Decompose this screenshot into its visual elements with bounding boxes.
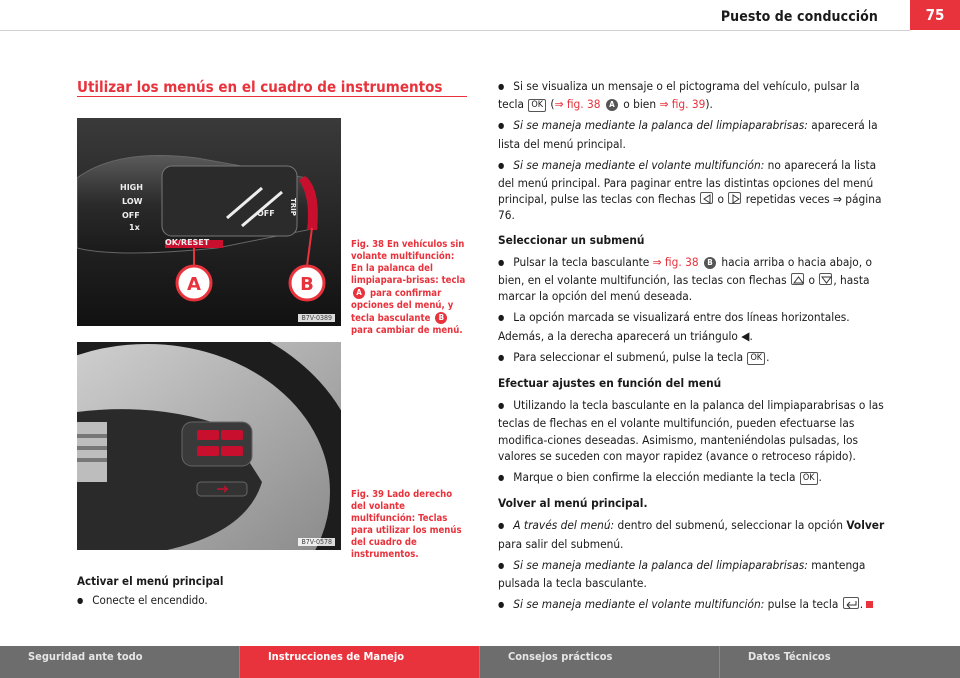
figure-link[interactable]: ⇒ fig. 38 [554, 97, 601, 112]
paragraph-6: ● Para seleccionar el submenú, pulse la tecla OK . [498, 349, 886, 367]
figure-38-wiper-lever [77, 118, 341, 326]
figure-code: B7V-0389 [298, 314, 335, 322]
paragraph-2: ● Si se maneja mediante la palanca del limpiaparabrisas: aparecerá la lista del menú principal. [498, 117, 886, 151]
end-of-section-icon [866, 601, 873, 608]
paragraph-11: ● Si se maneja mediante el volante multifunción: pulse la tecla . [498, 596, 886, 614]
paragraph-8: ● Marque o bien confirme la elección mediante la tecla OK . [498, 469, 886, 487]
figure-code: B7V-0578 [298, 538, 335, 546]
label-off: OFF [122, 211, 140, 220]
section-title: Utilizar los menús en el cuadro de instrumentos [77, 78, 443, 96]
footer-nav [0, 646, 960, 678]
left-arrow-key-icon [700, 192, 713, 204]
label-off-right: OFF [257, 209, 275, 218]
subheading-adjustments: Efectuar ajustes en función del menú [498, 376, 722, 391]
section-divider [77, 96, 467, 97]
figure-39-caption: Fig. 39 Lado derecho del volante multifunción: Teclas para utilizar los menús del cuadro de instrumentos. [351, 489, 462, 560]
paragraph-9: ● A través del menú: dentro del submenú, seleccionar la opción Volver para salir del submenú. [498, 517, 886, 551]
key-b-icon: B [435, 312, 447, 324]
footer-tab-consejos[interactable]: Consejos prácticos [480, 646, 720, 678]
page-header-title: Puesto de conducción [720, 9, 878, 25]
triangle-icon: ◀ [741, 328, 750, 343]
figure-39-steering-wheel [77, 342, 341, 550]
callout-b: B [300, 274, 314, 295]
up-arrow-key-icon [791, 273, 804, 285]
header-divider [0, 30, 910, 31]
label-trip: TRIP [289, 198, 297, 216]
right-column-text [498, 78, 886, 619]
paragraph-10: ● Si se maneja mediante la palanca del limpiaparabrisas: mantenga pulsada la tecla basculante. [498, 557, 886, 591]
footer-tab-instrucciones[interactable]: Instrucciones de Manejo [240, 646, 480, 678]
figure-link[interactable]: ⇒ fig. 38 [652, 254, 699, 269]
key-a-icon: A [606, 99, 618, 111]
label-high: HIGH [120, 183, 143, 192]
figure-link[interactable]: ⇒ fig. 39 [659, 97, 706, 112]
ok-key-icon: OK [747, 352, 765, 365]
figure-38-caption: Fig. 38 En vehículos sin volante multifunción: En la palanca del limpiapara-brisas: tecla A para confirmar opciones del menú, y tecla basculante B para cambiar de menú. [351, 239, 466, 336]
paragraph-5: ● La opción marcada se visualizará entre dos líneas horizontales. Además, a la derecha aparecerá un triángulo ◀. [498, 309, 886, 343]
subheading-return-main-menu: Volver al menú principal. [498, 496, 648, 511]
right-arrow-key-icon [728, 192, 741, 204]
callout-a: A [187, 274, 201, 295]
key-a-icon: A [353, 287, 365, 299]
paragraph-7: ● Utilizando la tecla basculante en la palanca del limpiaparabrisas o las teclas de flechas en el volante multifunción, pueden efectuarse las modifica-ciones deseadas. Asimismo, manteniéndolas pulsadas, los valores se suceden con mayor rapidez (avance o retroceso rápido). [498, 397, 886, 464]
label-low: LOW [122, 197, 143, 206]
back-key-icon [843, 597, 859, 609]
ok-key-icon: OK [528, 99, 546, 112]
wiper-lever-illustration [77, 118, 341, 326]
paragraph-1: ● Si se visualiza un mensaje o el pictograma del vehículo, pulsar la tecla OK (⇒ fig. 38 A o bien ⇒ fig. 39). [498, 78, 886, 112]
down-arrow-key-icon [819, 273, 832, 285]
bullet-ignition: ● Conecte el encendido. [77, 593, 208, 607]
page-number: 75 [910, 0, 960, 30]
label-ok-reset: OK/RESET [165, 238, 210, 247]
steering-wheel-illustration [77, 342, 341, 550]
label-1x: 1x [129, 223, 140, 232]
paragraph-3: ● Si se maneja mediante el volante multifunción: no aparecerá la lista del menú principal. Para paginar entre las distintas opciones del menú principal, pulse las teclas con flechas o repetidas veces ⇒ página 76. [498, 157, 886, 224]
paragraph-4: ● Pulsar la tecla basculante ⇒ fig. 38 B hacia arriba o hacia abajo, o bien, en el volante multifunción, las teclas con flechas o , hasta marcar la opción del menú deseada. [498, 254, 886, 305]
key-b-icon: B [704, 257, 716, 269]
footer-tab-datos[interactable]: Datos Técnicos [748, 650, 831, 663]
footer-tab-seguridad[interactable]: Seguridad ante todo [0, 646, 240, 678]
subheading-activate-menu: Activar el menú principal [77, 574, 224, 588]
subheading-select-submenu: Seleccionar un submenú [498, 232, 645, 247]
ok-key-icon: OK [800, 472, 818, 485]
